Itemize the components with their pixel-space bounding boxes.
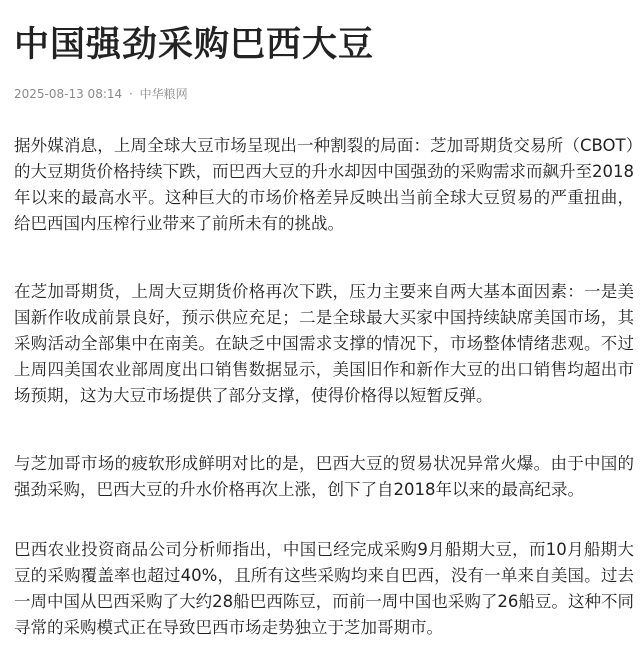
article-meta [14, 85, 188, 103]
article-paragraph: 据外媒消息，上周全球大豆市场呈现出一种割裂的局面：芝加哥期货交易所（CBOT）的大豆期货价格持续下跌，而巴西大豆的升水却因中国强劲的采购需求而飙升至2018年以来的最高水平。这种巨大的市场价格差异反映出当前全球大豆贸易的严重扭曲，给巴西国内压榨行业带来了前所未有的挑战。 [14, 136, 634, 233]
article-paragraph: 在芝加哥期货，上周大豆期货价格再次下跌，压力主要来自两大基本面因素：一是美国新作收成前景良好，预示供应充足；二是全球最大买家中国持续缺席美国市场，其采购活动全部集中在南美。在缺乏中国需求支撑的情况下，市场整体情绪悲观。不过上周四美国农业部周度出口销售数据显示，美国旧作和新作大豆的出口销售均超出市场预期，这为大豆市场提供了部分支撑，使得价格得以短暂反弹。 [14, 282, 634, 405]
source-name[interactable]: 中华粮网 [139, 87, 188, 101]
article-paragraph: 与芝加哥市场的疲软形成鲜明对比的是，巴西大豆的贸易状况异常火爆。由于中国的强劲采购，巴西大豆的升水价格再次上涨，创下了自2018年以来的最高纪录。 [14, 454, 634, 499]
meta-separator: · [128, 87, 133, 101]
publish-date: 2025-08-13 08:14 [14, 87, 123, 101]
article-paragraph: 巴西农业投资商品公司分析师指出，中国已经完成采购9月船期大豆，而10月船期大豆的采购覆盖率也超过40%，且所有这些采购均来自巴西，没有一单来自美国。过去一周中国从巴西采购了大约28船巴西陈豆，而前一周中国也采购了26船豆。这种不同寻常的采购模式正在导致巴西市场走势独立于芝加哥期市。 [14, 540, 634, 637]
article-title: 中国强劲采购巴西大豆 [14, 25, 375, 65]
